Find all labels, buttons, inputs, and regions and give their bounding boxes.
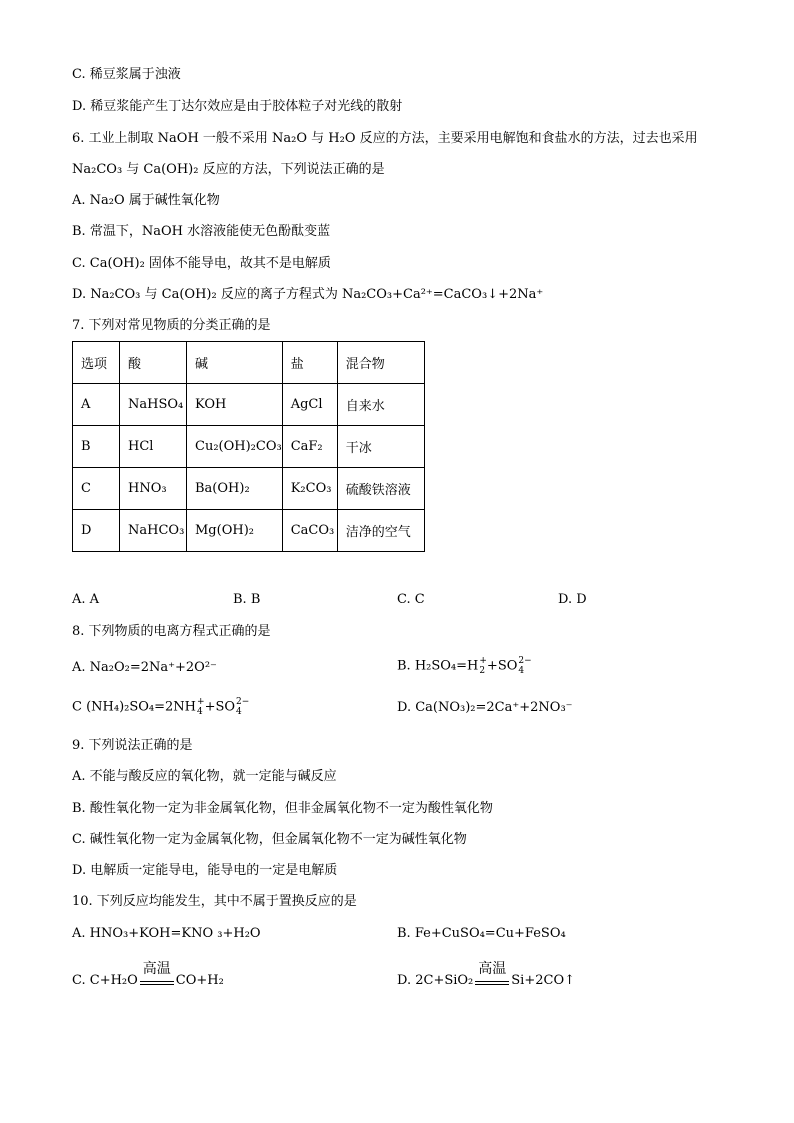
table-cell: B [73, 426, 120, 468]
table-header-row [73, 342, 425, 384]
q6-option-c: C. Ca(OH)₂ 固体不能导电，故其不是电解质 [72, 256, 331, 271]
q10-option-b: B. Fe+CuSO₄=Cu+FeSO₄ [397, 926, 566, 941]
q6-option-b: B. 常温下，NaOH 水溶液能使无色酚酞变蓝 [72, 224, 331, 239]
table-cell: Mg(OH)₂ [187, 510, 283, 552]
table-cell: HNO₃ [120, 468, 187, 510]
table-row [73, 510, 425, 552]
table-row [73, 384, 425, 426]
table-cell: NaHSO₄ [120, 384, 187, 426]
table-cell: KOH [187, 384, 283, 426]
superscript: 2− [236, 697, 250, 707]
q8-option-d: D. Ca(NO₃)₂=2Ca⁺+2NO₃⁻ [397, 700, 573, 715]
subscript: 4 [197, 707, 203, 717]
q8-stem: 8. 下列物质的电离方程式正确的是 [72, 624, 271, 639]
subscript: 2 [479, 666, 486, 676]
equals-arrow [475, 981, 509, 985]
table-cell: AgCl [282, 384, 337, 426]
q10-option-c-right: CO+H₂ [175, 973, 224, 988]
q7-answer-a: A. A [72, 592, 100, 607]
q10-option-d [397, 961, 576, 990]
reaction-condition [138, 961, 176, 990]
q10-stem: 10. 下列反应均能发生，其中不属于置换反应的是 [72, 894, 357, 909]
q8-option-a: A. Na₂O₂=2Na⁺+2O²⁻ [72, 660, 217, 675]
q8-option-c-mid: +SO [204, 699, 236, 715]
table-cell: CaCO₃ [282, 510, 337, 552]
q10-option-c [72, 961, 224, 990]
q8-option-b-pre: B. H₂SO₄=H [397, 658, 479, 674]
q7-answer-d: D. D [558, 592, 587, 607]
condition-label: 高温 [142, 961, 171, 977]
q8-option-c [72, 697, 249, 717]
table-cell: NaHCO₃ [120, 510, 187, 552]
header-cell: 选项 [73, 342, 120, 384]
header-cell: 盐 [282, 342, 337, 384]
table-cell: CaF₂ [282, 426, 337, 468]
superscript: + [479, 656, 487, 666]
q5-option-d: D. 稀豆浆能产生丁达尔效应是由于胶体粒子对光线的散射 [72, 99, 403, 114]
table-cell: HCl [120, 426, 187, 468]
q6-option-d: D. Na₂CO₃ 与 Ca(OH)₂ 反应的离子方程式为 Na₂CO₃+Ca²⁺=CaCO₃↓+2Na⁺ [72, 287, 544, 302]
table-cell: Ba(OH)₂ [187, 468, 283, 510]
table-cell: K₂CO₃ [282, 468, 337, 510]
q8-option-b [397, 656, 532, 676]
q9-option-c: C. 碱性氧化物一定为金属氧化物，但金属氧化物不一定为碱性氧化物 [72, 832, 467, 847]
q9-stem: 9. 下列说法正确的是 [72, 738, 193, 753]
table-cell: Cu₂(OH)₂CO₃ [187, 426, 283, 468]
table-cell: A [73, 384, 120, 426]
q6-stem-line1: 6. 工业上制取 NaOH 一般不采用 Na₂O 与 H₂O 反应的方法，主要采用电解饱和食盐水的方法，过去也采用 [72, 131, 698, 146]
q6-option-a: A. Na₂O 属于碱性氧化物 [72, 193, 220, 208]
q10-option-d-right: Si+2CO↑ [511, 973, 576, 988]
condition-label: 高温 [478, 961, 507, 977]
table-cell: 干冰 [337, 426, 424, 468]
q10-option-c-left: C. C+H₂O [72, 973, 138, 988]
header-cell: 碱 [187, 342, 283, 384]
ion-charge-stack [518, 656, 531, 676]
q8-option-b-mid: +SO [486, 658, 518, 674]
classification-table [72, 341, 425, 552]
table-cell: C [73, 468, 120, 510]
q7-answer-b: B. B [233, 592, 261, 607]
equals-arrow [140, 981, 174, 985]
table-cell: D [73, 510, 120, 552]
ion-charge-stack [479, 656, 487, 676]
q8-option-c-pre: C (NH₄)₂SO₄=2NH [72, 699, 197, 715]
q9-option-b: B. 酸性氧化物一定为非金属氧化物，但非金属氧化物不一定为酸性氧化物 [72, 801, 493, 816]
superscript: 2− [518, 656, 532, 666]
q9-option-a: A. 不能与酸反应的氧化物，就一定能与碱反应 [72, 769, 337, 784]
q7-stem: 7. 下列对常见物质的分类正确的是 [72, 318, 271, 333]
q5-option-c: C. 稀豆浆属于浊液 [72, 67, 181, 82]
subscript: 4 [236, 707, 242, 717]
q7-answer-c: C. C [397, 592, 425, 607]
table-row [73, 468, 425, 510]
table-cell: 硫酸铁溶液 [337, 468, 424, 510]
q10-option-a: A. HNO₃+KOH=KNO ₃+H₂O [72, 926, 261, 941]
q10-option-d-left: D. 2C+SiO₂ [397, 973, 474, 988]
subscript: 4 [518, 666, 525, 676]
table-row [73, 426, 425, 468]
header-cell: 酸 [120, 342, 187, 384]
table-cell: 自来水 [337, 384, 424, 426]
header-cell: 混合物 [337, 342, 424, 384]
ion-charge-stack [236, 697, 249, 717]
superscript: + [197, 697, 205, 707]
table-cell: 洁净的空气 [337, 510, 424, 552]
q6-stem-line2: Na₂CO₃ 与 Ca(OH)₂ 反应的方法，下列说法正确的是 [72, 162, 385, 177]
ion-charge-stack [197, 697, 205, 717]
reaction-condition [473, 961, 511, 990]
q9-option-d: D. 电解质一定能导电，能导电的一定是电解质 [72, 863, 338, 878]
